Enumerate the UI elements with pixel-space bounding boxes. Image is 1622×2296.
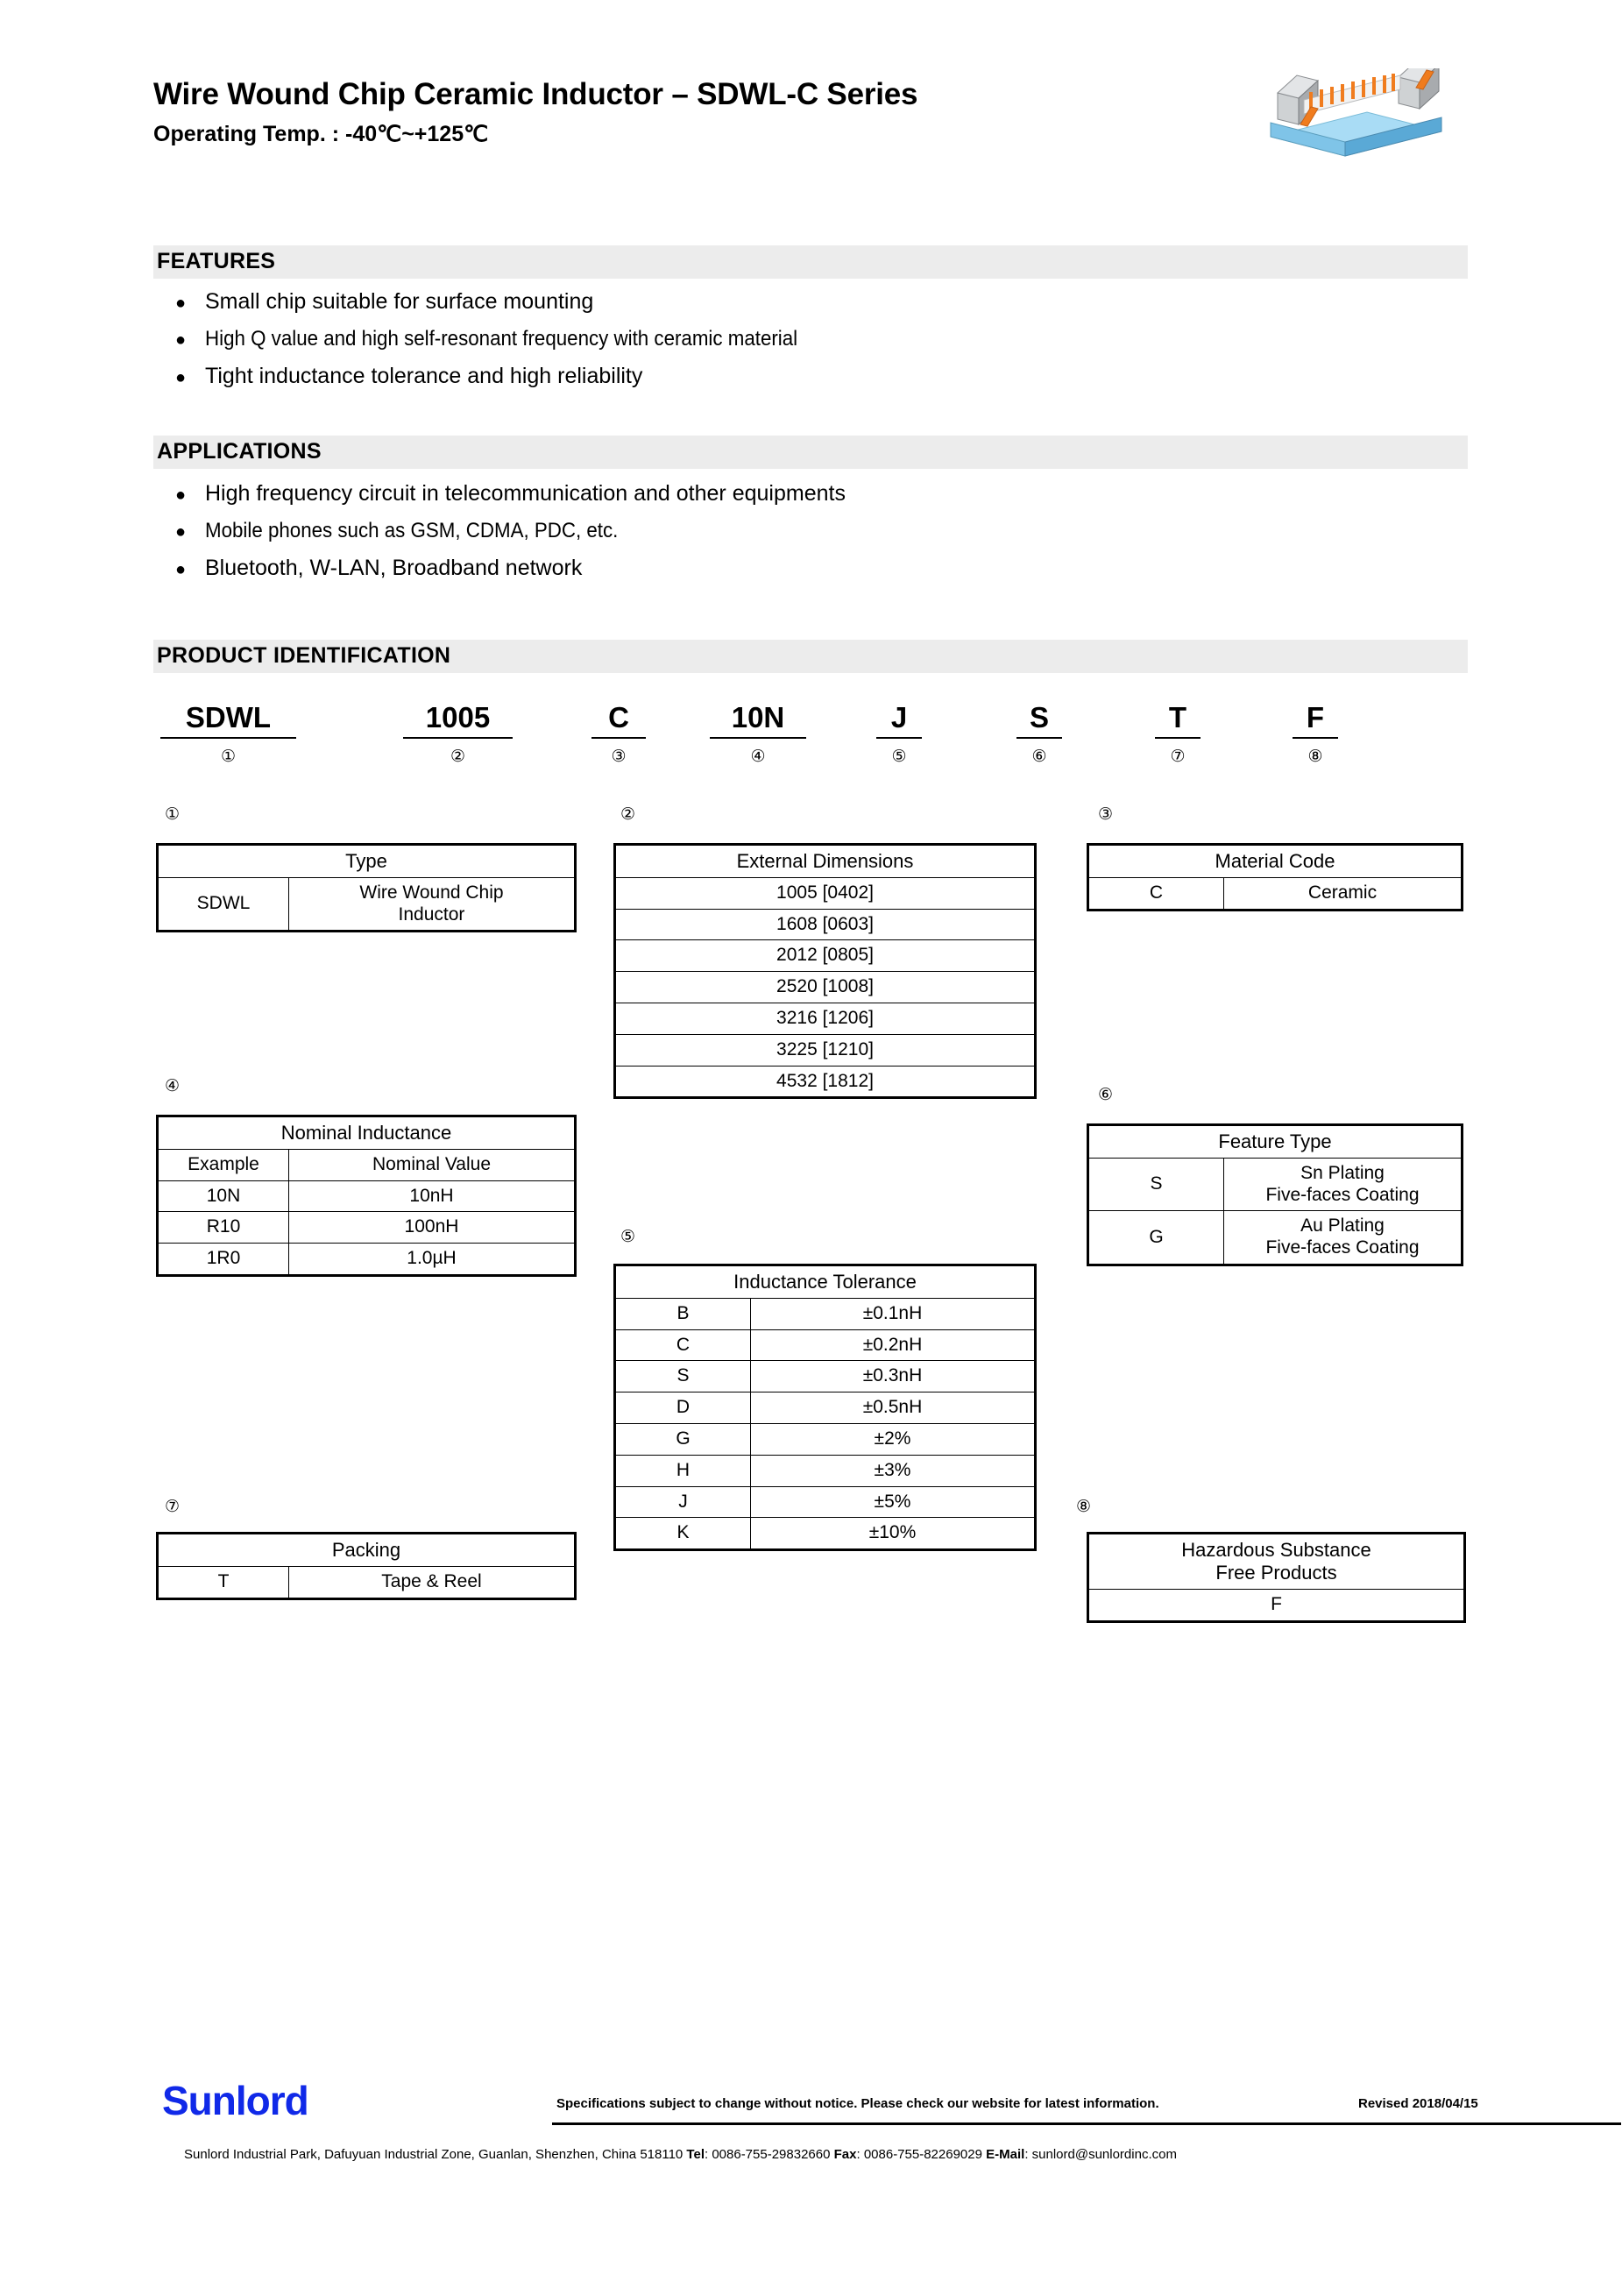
- nominal-value-cell: 1.0µH: [289, 1244, 576, 1276]
- example-cell: 10N: [158, 1180, 289, 1212]
- type-desc-cell: Wire Wound Chip Inductor: [289, 877, 576, 932]
- table-row: [158, 1212, 576, 1244]
- table-row: [1088, 1589, 1465, 1621]
- feature-code-cell: G: [1088, 1211, 1224, 1265]
- tolerance-code-cell: G: [615, 1424, 751, 1456]
- dimension-cell: 1608 [0603]: [615, 909, 1036, 940]
- table-header-external-dimensions: External Dimensions: [615, 845, 1036, 878]
- table-hazardous-substance: [1087, 1532, 1466, 1623]
- callout-marker-3: ③: [1098, 805, 1114, 824]
- feature-text: High Q value and high self-resonant frequency with ceramic material: [205, 327, 798, 351]
- table-row: [615, 1518, 1036, 1550]
- table-row: [615, 1265, 1036, 1299]
- table-row: [158, 1566, 576, 1598]
- table-row: [615, 1329, 1036, 1361]
- table-row: [158, 1244, 576, 1276]
- features-section-bar: [153, 245, 1468, 279]
- table-inductance-tolerance: [613, 1264, 1037, 1551]
- table-row: [615, 1298, 1036, 1329]
- table-nominal-inductance: [156, 1115, 577, 1277]
- callout-marker-1: ①: [165, 805, 181, 824]
- features-heading: FEATURES: [157, 249, 276, 273]
- list-item: [175, 519, 846, 543]
- bullet-icon: ●: [175, 368, 187, 387]
- table-row: [158, 1116, 576, 1150]
- application-text: Mobile phones such as GSM, CDMA, PDC, etc.: [205, 519, 619, 542]
- table-header-material-code: Material Code: [1088, 845, 1463, 878]
- pn-marker-7: ⑦: [1170, 748, 1186, 766]
- pn-marker-5: ⑤: [891, 748, 907, 766]
- nominal-value-cell: 10nH: [289, 1180, 576, 1212]
- table-row: [615, 1066, 1036, 1098]
- tolerance-value-cell: ±0.2nH: [751, 1329, 1036, 1361]
- table-row: [158, 1180, 576, 1212]
- table-row: [1088, 1534, 1465, 1590]
- applications-list: [175, 481, 846, 593]
- table-row: [615, 1361, 1036, 1392]
- table-header-hazardous: Hazardous Substance Free Products: [1088, 1534, 1465, 1590]
- pn-marker-1: ①: [220, 748, 237, 766]
- packing-code-cell: T: [158, 1566, 289, 1598]
- application-text: Bluetooth, W-LAN, Broadband network: [205, 556, 583, 580]
- bullet-icon: ●: [175, 485, 187, 505]
- table-row: [1088, 1211, 1463, 1265]
- dimension-cell: 2012 [0805]: [615, 940, 1036, 972]
- pn-segment-8: F: [1293, 701, 1338, 739]
- pn-segment-6: S: [1016, 701, 1062, 739]
- pn-marker-4: ④: [750, 748, 766, 766]
- nominal-value-cell: 100nH: [289, 1212, 576, 1244]
- table-row: [615, 1034, 1036, 1066]
- table-header-inductance-tolerance: Inductance Tolerance: [615, 1265, 1036, 1299]
- pn-marker-2: ②: [450, 748, 466, 766]
- bullet-icon: ●: [175, 560, 187, 579]
- callout-marker-2: ②: [620, 805, 636, 824]
- tolerance-code-cell: B: [615, 1298, 751, 1329]
- list-item: [175, 481, 846, 507]
- feature-desc-cell: Au Plating Five-faces Coating: [1224, 1211, 1463, 1265]
- feature-desc-cell: Sn Plating Five-faces Coating: [1224, 1158, 1463, 1211]
- hazardous-code-cell: F: [1088, 1589, 1465, 1621]
- feature-code-cell: S: [1088, 1158, 1224, 1211]
- pn-marker-8: ⑧: [1307, 748, 1323, 766]
- tolerance-value-cell: ±0.5nH: [751, 1392, 1036, 1424]
- operating-temp-subtitle: Operating Temp. : -40℃~+125℃: [153, 122, 489, 146]
- callout-marker-6: ⑥: [1098, 1086, 1114, 1104]
- table-row: [1088, 1125, 1463, 1159]
- part-number-breakdown: [153, 701, 1468, 766]
- table-header-type: Type: [158, 845, 576, 878]
- pn-segment-5: J: [876, 701, 922, 739]
- table-row: [158, 877, 576, 932]
- tolerance-code-cell: D: [615, 1392, 751, 1424]
- product-identification-heading: PRODUCT IDENTIFICATION: [157, 643, 451, 668]
- table-type: [156, 843, 577, 932]
- features-list: [175, 289, 842, 401]
- tolerance-value-cell: ±10%: [751, 1518, 1036, 1550]
- pn-marker-3: ③: [611, 748, 627, 766]
- table-row: [615, 877, 1036, 909]
- list-item: [175, 364, 842, 389]
- pn-segment-2: 1005: [403, 701, 513, 739]
- table-row: [615, 1003, 1036, 1035]
- list-item: [175, 327, 842, 351]
- dimension-cell: 2520 [1008]: [615, 972, 1036, 1003]
- bullet-icon: ●: [175, 330, 187, 350]
- tolerance-code-cell: C: [615, 1329, 751, 1361]
- table-row: [1088, 1158, 1463, 1211]
- list-item: [175, 289, 842, 315]
- type-code-cell: SDWL: [158, 877, 289, 932]
- column-header-nominal-value: Nominal Value: [289, 1149, 576, 1180]
- tolerance-value-cell: ±0.1nH: [751, 1298, 1036, 1329]
- callout-marker-5: ⑤: [620, 1228, 636, 1246]
- bullet-icon: ●: [175, 294, 187, 313]
- table-packing: [156, 1532, 577, 1600]
- table-row: [158, 1149, 576, 1180]
- table-feature-type: [1087, 1123, 1463, 1266]
- dimension-cell: 3225 [1210]: [615, 1034, 1036, 1066]
- column-header-example: Example: [158, 1149, 289, 1180]
- applications-section-bar: [153, 436, 1468, 469]
- tolerance-code-cell: H: [615, 1455, 751, 1486]
- table-row: [158, 845, 576, 878]
- pn-marker-6: ⑥: [1031, 748, 1047, 766]
- footer-address: Sunlord Industrial Park, Dafuyuan Industrial Zone, Guanlan, Shenzhen, China 518110 Tel: 0086-755-29832660 Fax: 0086-755-82269029 E-Mail: sunlord@sunlordinc.com: [184, 2147, 1177, 2162]
- callout-marker-7: ⑦: [165, 1498, 181, 1516]
- tolerance-code-cell: J: [615, 1486, 751, 1518]
- table-material-code: [1087, 843, 1463, 911]
- table-row: [1088, 877, 1463, 910]
- example-cell: 1R0: [158, 1244, 289, 1276]
- dimension-cell: 1005 [0402]: [615, 877, 1036, 909]
- brand-logo: Sunlord: [162, 2078, 308, 2123]
- tolerance-value-cell: ±3%: [751, 1455, 1036, 1486]
- material-name-cell: Ceramic: [1224, 877, 1463, 910]
- table-header-feature-type: Feature Type: [1088, 1125, 1463, 1159]
- bullet-icon: ●: [175, 522, 187, 542]
- chip-inductor-illustration: [1253, 68, 1455, 165]
- table-header-packing: Packing: [158, 1534, 576, 1567]
- pn-segment-4: 10N: [710, 701, 806, 739]
- table-row: [1088, 845, 1463, 878]
- pn-segment-3: C: [591, 701, 646, 739]
- table-header-nominal-inductance: Nominal Inductance: [158, 1116, 576, 1150]
- footer-revision: Revised 2018/04/15: [1358, 2096, 1478, 2111]
- table-row: [615, 1455, 1036, 1486]
- table-row: [615, 972, 1036, 1003]
- table-row: [615, 909, 1036, 940]
- pn-segment-7: T: [1155, 701, 1201, 739]
- table-row: [615, 1424, 1036, 1456]
- tolerance-value-cell: ±2%: [751, 1424, 1036, 1456]
- footer-disclaimer: Specifications subject to change without notice. Please check our website for latest information.: [556, 2096, 1159, 2111]
- tolerance-code-cell: K: [615, 1518, 751, 1550]
- tolerance-value-cell: ±5%: [751, 1486, 1036, 1518]
- dimension-cell: 4532 [1812]: [615, 1066, 1036, 1098]
- applications-heading: APPLICATIONS: [157, 439, 322, 464]
- feature-text: Tight inductance tolerance and high reliability: [205, 364, 643, 388]
- table-row: [615, 940, 1036, 972]
- footer-divider: [552, 2122, 1621, 2125]
- pn-segment-1: SDWL: [160, 701, 296, 739]
- feature-text: Small chip suitable for surface mounting: [205, 289, 594, 314]
- application-text: High frequency circuit in telecommunication and other equipments: [205, 481, 846, 506]
- table-row: [158, 1534, 576, 1567]
- example-cell: R10: [158, 1212, 289, 1244]
- callout-marker-8: ⑧: [1076, 1498, 1092, 1516]
- packing-desc-cell: Tape & Reel: [289, 1566, 576, 1598]
- tolerance-value-cell: ±0.3nH: [751, 1361, 1036, 1392]
- material-code-cell: C: [1088, 877, 1224, 910]
- tolerance-code-cell: S: [615, 1361, 751, 1392]
- table-row: [615, 1392, 1036, 1424]
- table-external-dimensions: [613, 843, 1037, 1099]
- table-row: [615, 1486, 1036, 1518]
- product-identification-section-bar: [153, 640, 1468, 673]
- table-row: [615, 845, 1036, 878]
- callout-marker-4: ④: [165, 1077, 181, 1095]
- page-title: Wire Wound Chip Ceramic Inductor – SDWL-C Series: [153, 77, 918, 111]
- list-item: [175, 556, 846, 581]
- dimension-cell: 3216 [1206]: [615, 1003, 1036, 1035]
